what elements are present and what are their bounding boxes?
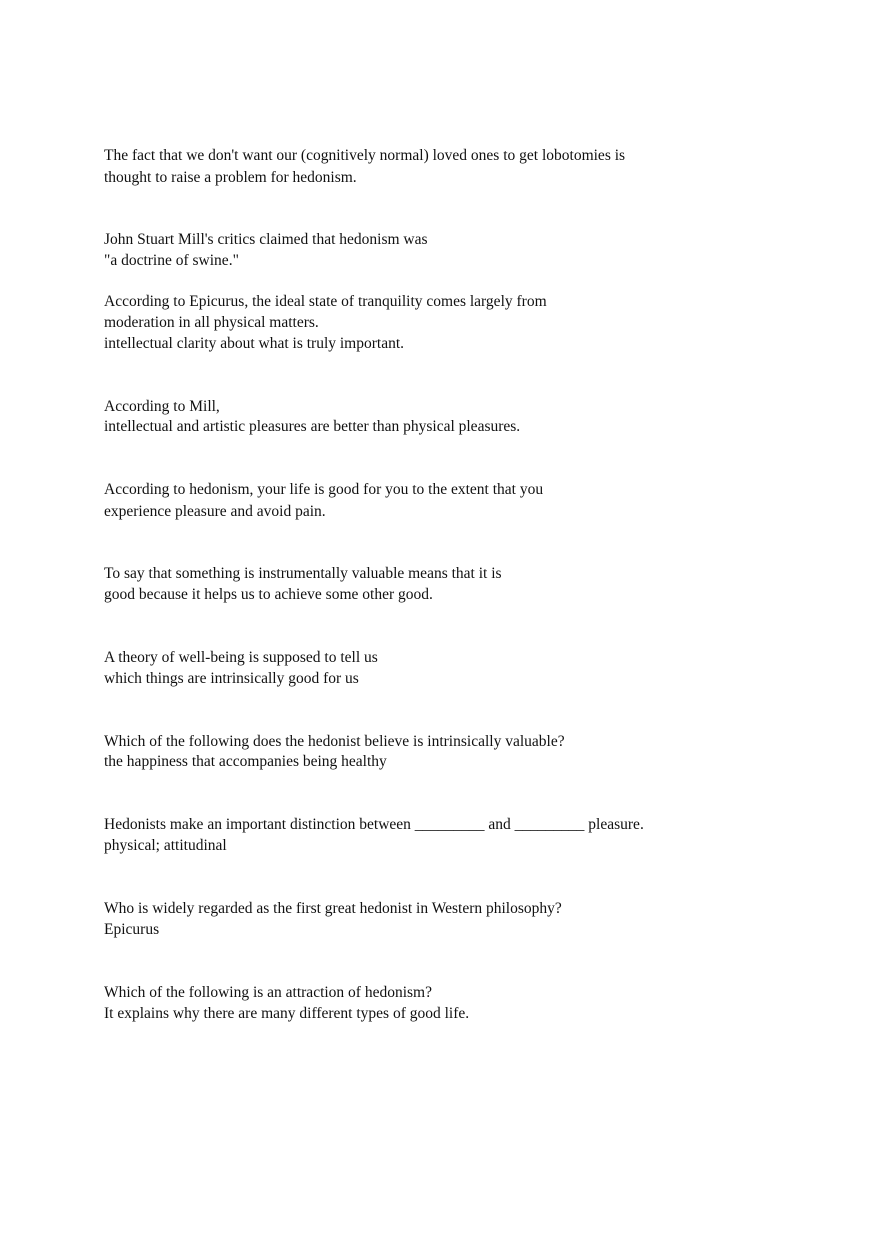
q11-answer: It explains why there are many different types of good life. [104, 1005, 470, 1022]
q8-answer: the happiness that accompanies being healthy [104, 753, 387, 770]
q1-question-line-2: thought to raise a problem for hedonism. [104, 169, 357, 186]
q3-answer-line-2: intellectual clarity about what is truly important. [104, 335, 405, 352]
q4-answer: intellectual and artistic pleasures are better than physical pleasures. [104, 418, 521, 435]
q9-question: Hedonists make an important distinction between _________ and _________ pleasure. [104, 816, 644, 833]
q2-question: John Stuart Mill's critics claimed that hedonism was [104, 231, 428, 248]
q3-question: According to Epicurus, the ideal state of tranquility comes largely from [104, 293, 547, 310]
q1-question-line-1: The fact that we don't want our (cognitively normal) loved ones to get lobotomies is [104, 147, 626, 164]
q6-question: To say that something is instrumentally valuable means that it is [104, 565, 502, 582]
q5-answer: experience pleasure and avoid pain. [104, 503, 326, 520]
q5-question: According to hedonism, your life is good for you to the extent that you [104, 481, 544, 498]
q10-answer: Epicurus [104, 921, 160, 938]
q8-question: Which of the following does the hedonist believe is intrinsically valuable? [104, 733, 565, 750]
q10-question: Who is widely regarded as the first great hedonist in Western philosophy? [104, 900, 562, 917]
q7-answer: which things are intrinsically good for us [104, 670, 359, 687]
q7-question: A theory of well-being is supposed to tell us [104, 649, 378, 666]
q4-question: According to Mill, [104, 398, 220, 415]
q3-answer-line-1: moderation in all physical matters. [104, 314, 319, 331]
q6-answer: good because it helps us to achieve some other good. [104, 586, 433, 603]
q2-answer: "a doctrine of swine." [104, 252, 239, 269]
q9-answer: physical; attitudinal [104, 837, 227, 854]
q11-question: Which of the following is an attraction of hedonism? [104, 984, 432, 1001]
